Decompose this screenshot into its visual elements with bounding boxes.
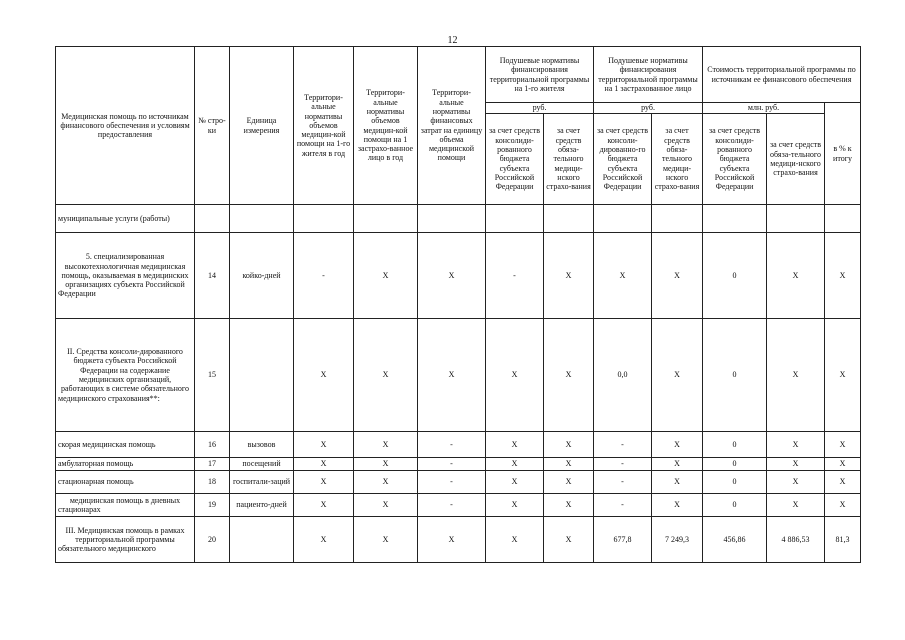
header-row-number: № стро-ки: [195, 47, 230, 205]
cell-cost-per-unit: Х: [418, 517, 486, 563]
table-row: [56, 233, 861, 319]
unit-of-measure: пациенто-дней: [230, 494, 294, 517]
page-number: 12: [447, 35, 458, 46]
cell-cost-oms: [767, 205, 825, 233]
cell-per-resident-oms: Х: [544, 471, 594, 494]
cell-percent-total: Х: [825, 432, 861, 458]
header-medical-care: Медицинская помощь по источникам финансового обеспечения и условиям предоставления: [56, 47, 195, 205]
cell-cost-per-unit: Х: [418, 319, 486, 432]
cell-per-insured-oms: Х: [652, 471, 703, 494]
cell-cost-budget: 456,86: [703, 517, 767, 563]
cell-volume-per-resident: Х: [294, 471, 354, 494]
cell-per-resident-budget: -: [486, 233, 544, 319]
cell-per-insured-oms: Х: [652, 233, 703, 319]
financing-table: [55, 46, 861, 563]
cell-per-insured-budget: -: [594, 432, 652, 458]
row-number: [195, 205, 230, 233]
cell-cost-oms: 4 886,53: [767, 517, 825, 563]
cell-per-resident-budget: Х: [486, 458, 544, 471]
cell-per-resident-budget: Х: [486, 319, 544, 432]
table-row: [56, 494, 861, 517]
table-row: [56, 517, 861, 563]
cell-per-resident-budget: Х: [486, 471, 544, 494]
cell-per-resident-oms: Х: [544, 432, 594, 458]
header-oms-source-1: за счет средств обяза-тельного медици-нского страхо-вания: [544, 114, 594, 205]
cell-per-resident-oms: Х: [544, 233, 594, 319]
cell-per-resident-budget: [486, 205, 544, 233]
unit-of-measure: вызовов: [230, 432, 294, 458]
header-oms-source-3: за счет средств обяза-тельного медици-нского страхо-вания: [767, 114, 825, 205]
cell-cost-oms: Х: [767, 471, 825, 494]
row-number: 17: [195, 458, 230, 471]
header-oms-source-2: за счет средств обяза-тельного медици-нского страхо-вания: [652, 114, 703, 205]
header-unit-mln-rub: млн. руб.: [703, 103, 825, 114]
header-per-capita-resident: Подушевые нормативы финансирования территориальной программы на 1-го жителя: [486, 47, 594, 103]
cell-volume-per-insured: [354, 205, 418, 233]
cell-percent-total: Х: [825, 494, 861, 517]
cell-percent-total: 81,3: [825, 517, 861, 563]
cell-cost-budget: 0: [703, 458, 767, 471]
unit-of-measure: койко-дней: [230, 233, 294, 319]
cell-per-resident-oms: Х: [544, 517, 594, 563]
row-number: 20: [195, 517, 230, 563]
unit-of-measure: [230, 517, 294, 563]
row-label: медицинская помощь в дневных стационарах: [56, 494, 195, 517]
cell-cost-per-unit: -: [418, 494, 486, 517]
cell-per-insured-budget: -: [594, 471, 652, 494]
cell-cost-oms: Х: [767, 432, 825, 458]
cell-volume-per-insured: Х: [354, 432, 418, 458]
cell-volume-per-resident: Х: [294, 319, 354, 432]
row-number: 18: [195, 471, 230, 494]
header-cost-per-unit: Территори-альные нормативы финансовых затрат на единицу объема медицинской помощи: [418, 47, 486, 205]
unit-of-measure: посещений: [230, 458, 294, 471]
unit-of-measure: госпитали-заций: [230, 471, 294, 494]
header-volume-per-resident: Территори-альные нормативы объемов медицин-кой помощи на 1-го жителя в год: [294, 47, 354, 205]
cell-cost-budget: 0: [703, 233, 767, 319]
table-row: [56, 319, 861, 432]
cell-per-resident-budget: Х: [486, 432, 544, 458]
table-header: [56, 47, 861, 205]
cell-volume-per-resident: Х: [294, 458, 354, 471]
cell-volume-per-insured: Х: [354, 494, 418, 517]
header-percent-total: в % к итогу: [825, 103, 861, 205]
row-number: 15: [195, 319, 230, 432]
row-label: 5. специализированная высокотехнологичная медицинская помощь, оказываемая в медицинских организациях субъекта Российской Федерации: [56, 233, 195, 319]
unit-of-measure: [230, 319, 294, 432]
table-row: [56, 471, 861, 494]
table-row: [56, 205, 861, 233]
header-unit-rub-2: руб.: [594, 103, 703, 114]
cell-cost-budget: [703, 205, 767, 233]
cell-per-resident-budget: Х: [486, 494, 544, 517]
cell-volume-per-resident: -: [294, 233, 354, 319]
cell-per-insured-budget: -: [594, 494, 652, 517]
cell-per-insured-budget: 0,0: [594, 319, 652, 432]
cell-percent-total: [825, 205, 861, 233]
cell-cost-budget: 0: [703, 494, 767, 517]
cell-volume-per-insured: Х: [354, 471, 418, 494]
header-program-cost: Стоимость территориальной программы по источникам ее финансового обеспечения: [703, 47, 861, 103]
row-label: II. Средства консоли-дированного бюджета субъекта Российской Федерации на содержание медицинских организаций, работающих в системе обязательного медицинского страхования**:: [56, 319, 195, 432]
cell-cost-per-unit: Х: [418, 233, 486, 319]
cell-per-insured-budget: Х: [594, 233, 652, 319]
cell-per-resident-oms: Х: [544, 494, 594, 517]
cell-cost-oms: Х: [767, 319, 825, 432]
row-number: 14: [195, 233, 230, 319]
cell-cost-oms: Х: [767, 494, 825, 517]
cell-per-resident-oms: Х: [544, 458, 594, 471]
row-label: скорая медицинская помощь: [56, 432, 195, 458]
table-body: [56, 205, 861, 563]
header-per-capita-insured: Подушевые нормативы финансирования территориальной программы на 1 застрахованное лицо: [594, 47, 703, 103]
cell-volume-per-resident: Х: [294, 494, 354, 517]
cell-volume-per-resident: Х: [294, 517, 354, 563]
cell-cost-oms: Х: [767, 458, 825, 471]
row-label: III. Медицинская помощь в рамках территориальной программы обязательного медицинского: [56, 517, 195, 563]
row-number: 19: [195, 494, 230, 517]
header-budget-source-1: за счет средств консолиди-рованного бюджета субъекта Российской Федерации: [486, 114, 544, 205]
cell-per-insured-budget: -: [594, 458, 652, 471]
cell-volume-per-resident: Х: [294, 432, 354, 458]
row-label: стационарная помощь: [56, 471, 195, 494]
cell-per-insured-oms: Х: [652, 319, 703, 432]
cell-volume-per-resident: [294, 205, 354, 233]
cell-cost-oms: Х: [767, 233, 825, 319]
cell-per-resident-budget: Х: [486, 517, 544, 563]
header-unit-rub-1: руб.: [486, 103, 594, 114]
cell-per-insured-budget: [594, 205, 652, 233]
table-row: [56, 432, 861, 458]
cell-per-resident-oms: [544, 205, 594, 233]
cell-percent-total: Х: [825, 319, 861, 432]
cell-percent-total: Х: [825, 471, 861, 494]
cell-per-insured-budget: 677,8: [594, 517, 652, 563]
cell-cost-per-unit: -: [418, 458, 486, 471]
row-label: амбулаторная помощь: [56, 458, 195, 471]
cell-cost-budget: 0: [703, 471, 767, 494]
cell-volume-per-insured: Х: [354, 517, 418, 563]
cell-cost-budget: 0: [703, 432, 767, 458]
cell-percent-total: Х: [825, 458, 861, 471]
cell-per-insured-oms: 7 249,3: [652, 517, 703, 563]
cell-cost-per-unit: [418, 205, 486, 233]
cell-percent-total: Х: [825, 233, 861, 319]
cell-volume-per-insured: Х: [354, 319, 418, 432]
row-label: муниципальные услуги (работы): [56, 205, 195, 233]
cell-cost-per-unit: -: [418, 432, 486, 458]
cell-per-resident-oms: Х: [544, 319, 594, 432]
cell-per-insured-oms: Х: [652, 432, 703, 458]
row-number: 16: [195, 432, 230, 458]
header-budget-source-3: за счет средств консолиди-рованного бюджета субъекта Российской Федерации: [703, 114, 767, 205]
unit-of-measure: [230, 205, 294, 233]
header-volume-per-insured: Территори-альные нормативы объемов медицин-кой помощи на 1 застрахо-ванное лицо в год: [354, 47, 418, 205]
table-row: [56, 458, 861, 471]
cell-per-insured-oms: Х: [652, 494, 703, 517]
cell-volume-per-insured: Х: [354, 458, 418, 471]
cell-cost-budget: 0: [703, 319, 767, 432]
header-budget-source-2: за счет средств консоли-дированно-го бюджета субъекта Российской Федерации: [594, 114, 652, 205]
header-unit: Единица измерения: [230, 47, 294, 205]
cell-per-insured-oms: [652, 205, 703, 233]
cell-per-insured-oms: Х: [652, 458, 703, 471]
cell-volume-per-insured: Х: [354, 233, 418, 319]
cell-cost-per-unit: -: [418, 471, 486, 494]
